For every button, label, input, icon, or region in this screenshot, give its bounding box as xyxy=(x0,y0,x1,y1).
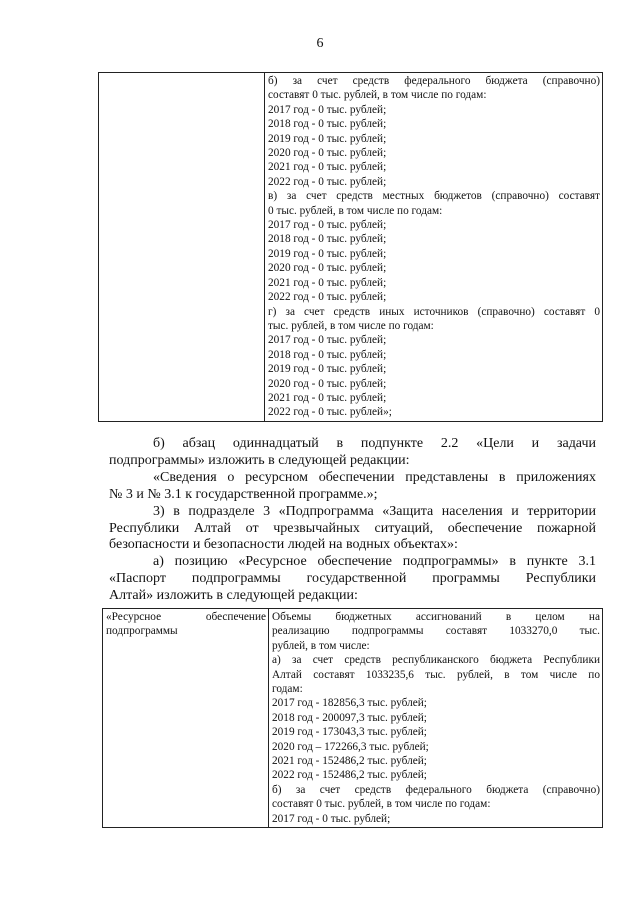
cell-text-line: 2022 год - 0 тыс. рублей; xyxy=(268,291,387,304)
cell-text-line: в) за счет средств местных бюджетов (справочно) составят xyxy=(268,190,600,203)
cell-label-line: «Ресурсное обеспечение xyxy=(106,611,266,623)
cell-text-line: 2021 год - 0 тыс. рублей; xyxy=(268,161,387,174)
cell-text-line: 2020 год - 0 тыс. рублей; xyxy=(268,147,387,160)
page-number: 6 xyxy=(316,36,324,51)
paragraph-quote-line: «Сведения о ресурсном обеспечении представлены в приложениях xyxy=(153,469,596,485)
table-cell-left xyxy=(103,609,269,828)
cell-text-line: 2020 год - 0 тыс. рублей; xyxy=(268,377,387,390)
resource-provision-table xyxy=(102,608,603,828)
cell-text-line: б) за счет средств федерального бюджета (справочно) xyxy=(272,783,600,796)
cell-text-line: составят 0 тыс. рублей, в том числе по годам: xyxy=(268,89,487,102)
table-cell-right xyxy=(265,73,603,422)
paragraph-b-line: подпрограммы» изложить в следующей редакции: xyxy=(109,452,410,468)
cell-text-line: б) за счет средств федерального бюджета (справочно) xyxy=(268,75,600,87)
table-row xyxy=(103,609,603,828)
cell-text-line: г) за счет средств иных источников (справочно) составят 0 xyxy=(268,305,600,318)
cell-text-line: тыс. рублей, в том числе по годам: xyxy=(268,319,434,332)
document-body xyxy=(109,436,596,605)
paragraph-quote-line: № 3 и № 3.1 к государственной программе.»; xyxy=(109,486,378,502)
paragraph-a-line: а) позицию «Ресурсное обеспечение подпрограммы» в пункте 3.1 xyxy=(153,554,596,570)
cell-text-line: 2020 год - 0 тыс. рублей; xyxy=(268,262,387,275)
paragraph-a-line: «Паспорт подпрограммы государственной программы Республики xyxy=(109,571,596,587)
cell-text-line: 2019 год - 0 тыс. рублей; xyxy=(268,247,387,260)
cell-text-line: реализацию подпрограммы составят 1033270,0 тыс. xyxy=(272,625,600,638)
cell-text-line: а) за счет средств республиканского бюджета Республики xyxy=(272,654,600,667)
cell-text-line: рублей, в том числе: xyxy=(272,639,370,652)
cell-text-line: 2020 год – 172266,3 тыс. рублей; xyxy=(272,740,429,753)
cell-text-line: 2017 год - 0 тыс. рублей; xyxy=(268,103,387,116)
cell-text-line: 2022 год - 0 тыс. рублей; xyxy=(268,175,387,188)
cell-text-line: 2021 год - 0 тыс. рублей; xyxy=(268,391,387,404)
cell-text-line: 2018 год - 200097,3 тыс. рублей; xyxy=(272,711,427,724)
cell-text-line: Алтай составят 1033235,6 тыс. рублей, в том числе по xyxy=(272,668,600,681)
cell-text-line: 2017 год - 0 тыс. рублей; xyxy=(268,219,387,232)
funding-table-continued xyxy=(98,72,603,422)
cell-text-line: 2019 год - 0 тыс. рублей; xyxy=(268,363,387,376)
cell-text-line: 2018 год - 0 тыс. рублей; xyxy=(268,233,387,246)
cell-text-line: 2019 год - 0 тыс. рублей; xyxy=(268,132,387,145)
cell-text-line: 2019 год - 173043,3 тыс. рублей; xyxy=(272,726,427,739)
cell-text-line: 2022 год - 152486,2 тыс. рублей; xyxy=(272,769,427,782)
cell-text-line: 2017 год - 0 тыс. рублей; xyxy=(272,812,391,825)
cell-text-line: 2017 год - 0 тыс. рублей; xyxy=(268,334,387,347)
cell-text-line: 2022 год - 0 тыс. рублей»; xyxy=(268,406,392,419)
cell-text-line: 2018 год - 0 тыс. рублей; xyxy=(268,348,387,361)
paragraph-3-line: безопасности и безопасности людей на водных объектах»: xyxy=(109,537,458,553)
cell-text-line: годам: xyxy=(272,683,303,696)
paragraph-a-line: Алтай» изложить в следующей редакции: xyxy=(109,588,358,604)
cell-text-line: составят 0 тыс. рублей, в том числе по годам: xyxy=(272,798,491,811)
paragraph-3-line: Республики Алтай от чрезвычайных ситуаций, обеспечение пожарной xyxy=(109,520,596,536)
cell-text-line: 2017 год - 182856,3 тыс. рублей; xyxy=(272,697,427,710)
table-row xyxy=(99,73,603,422)
table-cell-left xyxy=(99,73,265,422)
paragraph-3-line: 3) в подразделе 3 «Подпрограмма «Защита населения и территории xyxy=(153,503,596,519)
cell-text-line: Объемы бюджетных ассигнований в целом на xyxy=(272,611,600,623)
paragraph-b-line: б) абзац одиннадцатый в подпункте 2.2 «Цели и задачи xyxy=(153,436,596,451)
table-cell-right xyxy=(269,609,603,828)
cell-text-line: 2021 год - 152486,2 тыс. рублей; xyxy=(272,755,427,768)
cell-text-line: 0 тыс. рублей, в том числе по годам: xyxy=(268,204,443,217)
cell-text-line: 2018 год - 0 тыс. рублей; xyxy=(268,118,387,131)
cell-text-line: 2021 год - 0 тыс. рублей; xyxy=(268,276,387,289)
cell-label-line: подпрограммы xyxy=(106,625,178,638)
